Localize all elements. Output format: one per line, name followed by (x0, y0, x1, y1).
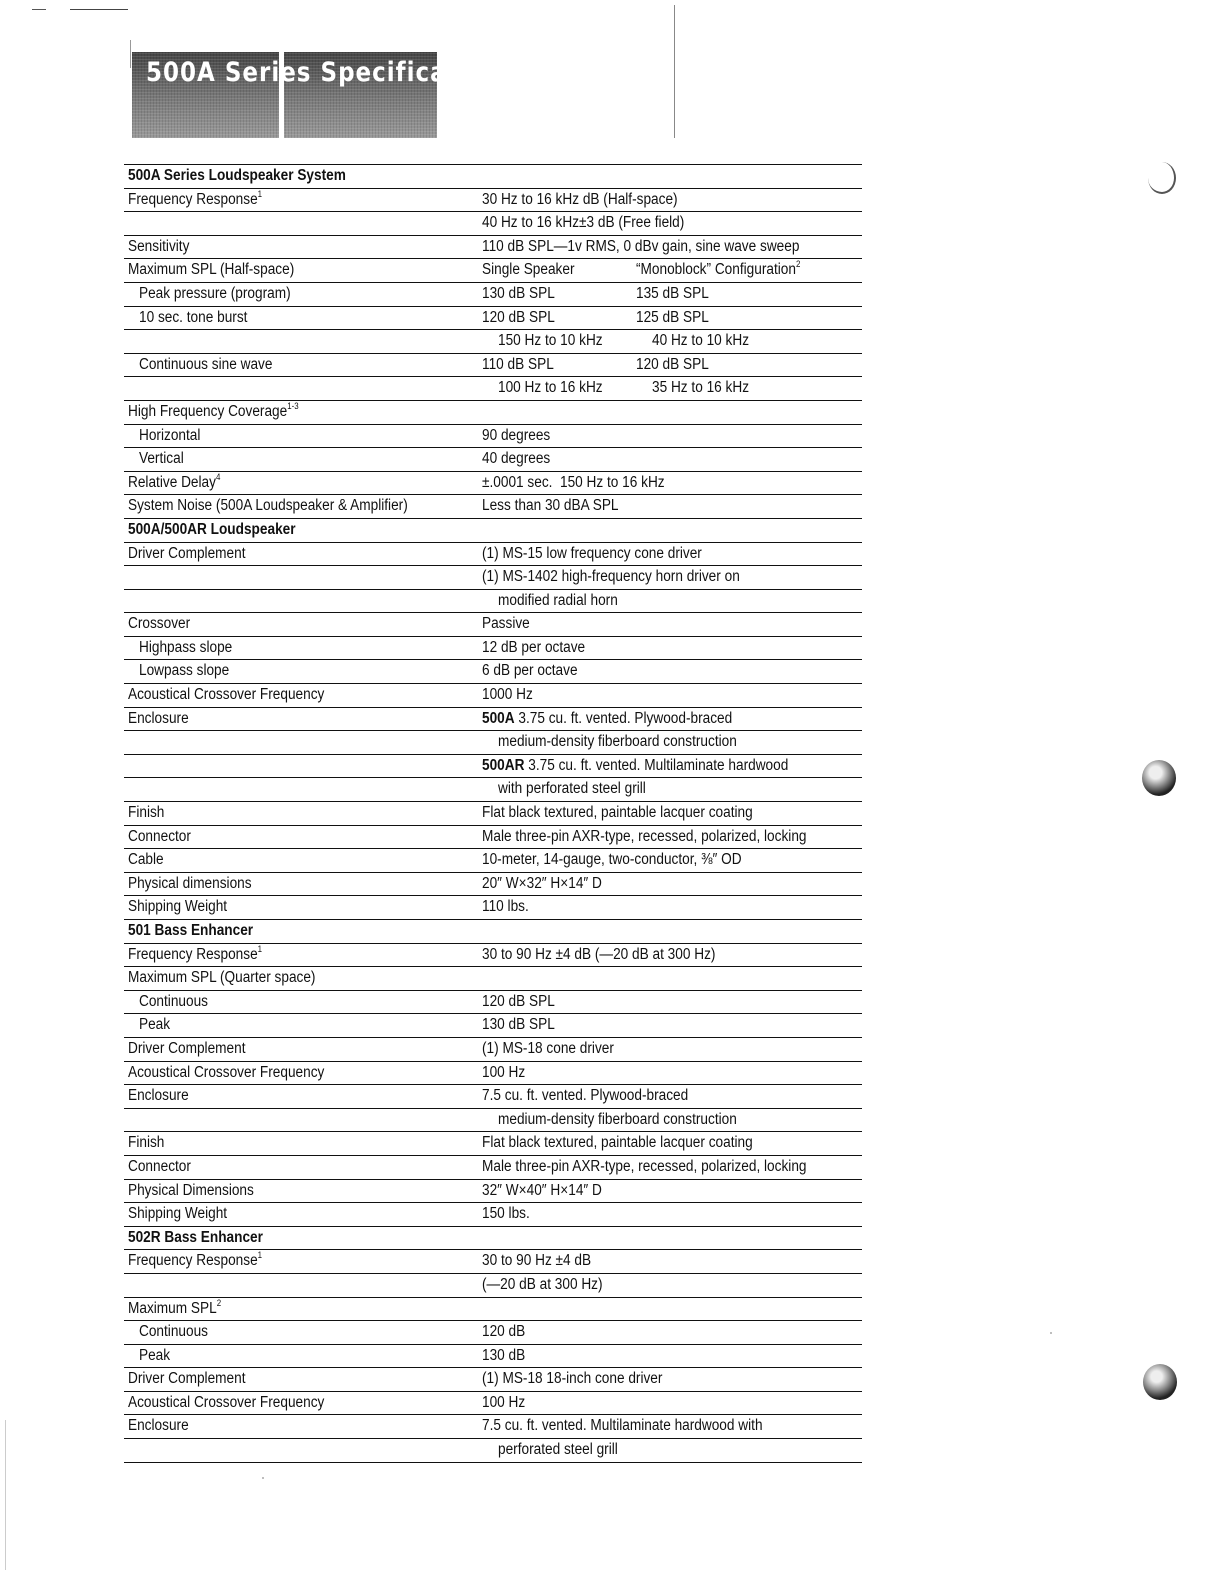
spec-label-text: Maximum SPL (Quarter space) (128, 969, 316, 987)
spec-value-text: Single Speaker (482, 261, 575, 279)
binder-hole (1143, 1364, 1177, 1400)
spec-value (482, 1180, 602, 1202)
table-row (124, 282, 862, 306)
spec-value-text: 32″ W×40″ H×14″ D (482, 1181, 602, 1199)
page-title-banner (132, 52, 517, 138)
spec-value (482, 826, 807, 848)
spec-label-text: Shipping Weight (128, 1205, 228, 1223)
spec-value (482, 1392, 525, 1414)
table-row (124, 1438, 862, 1463)
spec-value-text: medium-density fiberboard construction (498, 1110, 737, 1128)
spec-label (139, 1345, 170, 1367)
table-section-header (124, 919, 862, 943)
table-row (124, 589, 862, 613)
spec-value-text: 3.75 cu. ft. vented. Plywood-braced (514, 709, 733, 727)
spec-label-text: Physical dimensions (128, 874, 252, 892)
table-row (124, 966, 862, 990)
spec-value-text: 110 dB SPL—1v RMS, 0 dBv gain, sine wave sweep (482, 237, 800, 255)
spec-value (482, 1345, 525, 1367)
spec-label (128, 849, 164, 871)
spec-label (128, 1132, 164, 1154)
spec-label-text: Cable (128, 851, 164, 869)
table-row (124, 848, 862, 872)
spec-label (128, 189, 262, 211)
spec-value (482, 307, 555, 329)
table-row (124, 990, 862, 1014)
spec-value (482, 448, 550, 470)
spec-value-text: 120 dB (482, 1323, 526, 1341)
spec-label-text: Sensitivity (128, 237, 190, 255)
spec-label-text: Enclosure (128, 709, 189, 727)
table-row (124, 1414, 862, 1438)
spec-value (482, 566, 740, 588)
spec-label-text: Finish (128, 804, 165, 822)
spec-label (128, 1415, 189, 1437)
spec-value-text: Flat black textured, paintable lacquer coating (482, 1134, 753, 1152)
spec-label-text: Lowpass slope (139, 662, 230, 680)
spec-value-text: 130 dB SPL (482, 284, 555, 302)
spec-label (128, 613, 190, 635)
spec-value-text: 135 dB SPL (636, 284, 709, 302)
spec-value-text: modified radial horn (498, 591, 618, 609)
table-row (124, 353, 862, 377)
spec-value (482, 212, 684, 234)
spec-label-text: 500A Series Loudspeaker System (128, 167, 346, 184)
spec-value-text: 30 to 90 Hz ±4 dB (482, 1252, 592, 1270)
table-row (124, 542, 862, 566)
spec-value-text: 6 dB per octave (482, 662, 578, 680)
spec-label-text: Crossover (128, 615, 191, 633)
table-row (124, 1179, 862, 1203)
spec-label-text: Connector (128, 1157, 191, 1175)
page-edge-line (130, 40, 131, 68)
spec-value-text: 30 to 90 Hz ±4 dB (—20 dB at 300 Hz) (482, 945, 716, 963)
spec-value (498, 377, 603, 399)
spec-value (482, 425, 550, 447)
spec-label-text: Physical Dimensions (128, 1181, 254, 1199)
spec-value (482, 354, 554, 376)
spec-label-text: High Frequency Coverage (128, 402, 288, 420)
spec-value (482, 1038, 614, 1060)
spec-label (128, 472, 220, 494)
spec-label (128, 896, 227, 918)
spec-label-text: Frequency Response (128, 945, 258, 963)
table-row (124, 188, 862, 212)
page-edge-line (5, 1420, 6, 1570)
spec-label-text: Finish (128, 1134, 165, 1152)
spec-value-text: 1000 Hz (482, 686, 533, 704)
table-row (124, 707, 862, 731)
spec-label (139, 637, 232, 659)
table-section-header (124, 1226, 862, 1250)
spec-label (139, 307, 247, 329)
spec-label (139, 991, 208, 1013)
page-title: 500A Series Specifications (146, 58, 517, 88)
spec-label (128, 1038, 245, 1060)
spec-value-text: 3.75 cu. ft. vented. Multilaminate hardwood (524, 756, 789, 774)
spec-label (139, 354, 272, 376)
spec-value-secondary (636, 307, 709, 329)
spec-value-text: 10-meter, 14-gauge, two-conductor, ⅜″ OD (482, 851, 742, 869)
table-row (124, 777, 862, 801)
table-row (124, 1202, 862, 1226)
table-row (124, 1155, 862, 1179)
spec-value (482, 1156, 807, 1178)
spec-label-text: Continuous (139, 992, 209, 1010)
section-title (128, 1227, 263, 1249)
table-row (124, 1273, 862, 1297)
spec-value (482, 283, 555, 305)
spec-value (482, 1368, 662, 1390)
spec-label (128, 1392, 324, 1414)
spec-label (128, 1203, 227, 1225)
spec-value-text: Flat black textured, paintable lacquer coating (482, 804, 753, 822)
spec-value (498, 590, 618, 612)
table-row (124, 636, 862, 660)
spec-value-text: 130 dB SPL (482, 1016, 555, 1034)
spec-value-text: 125 dB SPL (636, 308, 709, 326)
table-row (124, 1297, 862, 1321)
spec-label-text: Frequency Response (128, 1252, 258, 1270)
spec-label (139, 425, 200, 447)
spec-label-text: Driver Complement (128, 544, 246, 562)
spec-label (128, 802, 164, 824)
table-row (124, 424, 862, 448)
spec-label (128, 1085, 189, 1107)
spec-label-text: 502R Bass Enhancer (128, 1228, 263, 1246)
spec-label (128, 236, 189, 258)
spec-value (482, 637, 585, 659)
spec-label (139, 283, 291, 305)
spec-value (498, 1109, 737, 1131)
spec-label (128, 1062, 324, 1084)
spec-value (482, 1085, 688, 1107)
spec-value-text: 35 Hz to 16 kHz (652, 379, 750, 397)
spec-value-text: Less than 30 dBA SPL (482, 497, 619, 515)
spec-label (128, 1180, 254, 1202)
page-divider-line (674, 5, 675, 138)
spec-value-text: 90 degrees (482, 426, 551, 444)
spec-label-text: Enclosure (128, 1087, 189, 1105)
spec-value-text: 100 Hz to 16 kHz (498, 379, 603, 397)
table-row (124, 235, 862, 259)
table-row (124, 1037, 862, 1061)
spec-label (128, 259, 294, 281)
table-section-header (124, 164, 862, 188)
spec-value-text: 7.5 cu. ft. vented. Multilaminate hardwood with (482, 1417, 763, 1435)
spec-label-text: Frequency Response (128, 190, 258, 208)
spec-value (498, 731, 737, 753)
footnote-marker: 1-3 (287, 400, 299, 411)
table-row (124, 730, 862, 754)
spec-value-text: 110 lbs. (482, 898, 529, 916)
spec-value-text: 12 dB per octave (482, 638, 586, 656)
scan-mark (70, 9, 128, 10)
table-section-header (124, 518, 862, 542)
spec-value (482, 849, 742, 871)
spec-value-secondary (652, 330, 749, 352)
spec-label-text: Driver Complement (128, 1039, 246, 1057)
spec-value-text: medium-density fiberboard construction (498, 733, 737, 751)
spec-value-text: 7.5 cu. ft. vented. Plywood-braced (482, 1087, 689, 1105)
table-row (124, 376, 862, 400)
spec-value (482, 944, 715, 966)
scan-mark (32, 9, 46, 10)
spec-label-text: 501 Bass Enhancer (128, 922, 254, 939)
spec-value-text: 20″ W×32″ H×14″ D (482, 874, 602, 892)
table-row (124, 1344, 862, 1368)
spec-label (139, 448, 184, 470)
spec-value (482, 991, 555, 1013)
spec-value (482, 896, 529, 918)
spec-value-text: 30 Hz to 16 kHz dB (Half-space) (482, 190, 678, 208)
spec-value (498, 778, 646, 800)
spec-label-text: 500A/500AR Loudspeaker (128, 520, 296, 538)
spec-value-text: 100 Hz (482, 1063, 526, 1081)
model-name: 500AR (482, 756, 525, 774)
spec-value-text: Male three-pin AXR-type, recessed, polarized, locking (482, 827, 807, 845)
spec-value-text: (1) MS-15 low frequency cone driver (482, 544, 702, 562)
spec-label (128, 1368, 245, 1390)
spec-label-text: Vertical (139, 450, 184, 468)
spec-value (482, 1203, 530, 1225)
table-row (124, 258, 862, 282)
spec-value-text: (1) MS-18 cone driver (482, 1039, 614, 1057)
spec-label (139, 660, 229, 682)
spec-value-text: Passive (482, 615, 530, 633)
spec-label (128, 1156, 191, 1178)
spec-value (482, 495, 619, 517)
spec-value (482, 613, 530, 635)
table-row (124, 895, 862, 919)
spec-label (128, 495, 408, 517)
spec-value-secondary (636, 354, 709, 376)
spec-label (128, 1298, 221, 1320)
spec-label (128, 543, 245, 565)
spec-label-text: System Noise (500A Loudspeaker & Amplifier) (128, 497, 408, 515)
spec-value (482, 755, 788, 777)
spec-label (128, 967, 315, 989)
spec-label-text: Peak (139, 1346, 171, 1364)
spec-value (482, 236, 799, 258)
spec-value (482, 543, 702, 565)
table-row (124, 1131, 862, 1155)
spec-value-text: 120 dB SPL (482, 992, 555, 1010)
spec-value-text: 40 Hz to 16 kHz±3 dB (Free field) (482, 214, 685, 232)
spec-label (128, 1250, 262, 1272)
table-row (124, 1391, 862, 1415)
spec-label-text: Peak (139, 1016, 171, 1034)
spec-label (128, 826, 191, 848)
table-row (124, 306, 862, 330)
spec-label-text: Driver Complement (128, 1370, 246, 1388)
scan-speck (1050, 1332, 1052, 1334)
spec-value-text: 120 dB SPL (482, 308, 555, 326)
spec-label (139, 1321, 208, 1343)
spec-value-secondary (652, 377, 749, 399)
table-row (124, 754, 862, 778)
spec-label (139, 1014, 170, 1036)
table-row (124, 471, 862, 495)
spec-value-text: 40 Hz to 10 kHz (652, 332, 750, 350)
spec-value-text: perforated steel grill (498, 1441, 618, 1459)
spec-label-text: Relative Delay (128, 473, 216, 491)
spec-value-text: 130 dB (482, 1346, 526, 1364)
footnote-marker: 1 (257, 943, 263, 954)
spec-value-text: (1) MS-18 18-inch cone driver (482, 1370, 663, 1388)
spec-label-text: Peak pressure (program) (139, 284, 291, 302)
scan-speck (262, 1477, 264, 1479)
spec-label-text: Enclosure (128, 1417, 189, 1435)
spec-value (482, 708, 732, 730)
binder-hole (1142, 760, 1176, 796)
spec-label (128, 401, 299, 423)
spec-label (128, 708, 189, 730)
section-title (128, 920, 253, 942)
model-name: 500A (482, 709, 515, 727)
table-row (124, 1320, 862, 1344)
spec-value (482, 660, 578, 682)
table-row (124, 683, 862, 707)
spec-label (128, 944, 262, 966)
spec-value-text: Male three-pin AXR-type, recessed, polarized, locking (482, 1157, 807, 1175)
table-row (124, 1061, 862, 1085)
specifications-table (124, 164, 862, 1463)
spec-value (482, 259, 575, 281)
spec-value (482, 189, 678, 211)
spec-label-text: Continuous (139, 1323, 209, 1341)
spec-value (482, 1062, 525, 1084)
footnote-marker: 1 (257, 1250, 263, 1261)
spec-label-text: Acoustical Crossover Frequency (128, 1393, 325, 1411)
spec-value (482, 1132, 753, 1154)
table-row (124, 400, 862, 424)
spec-value-text: (—20 dB at 300 Hz) (482, 1275, 603, 1293)
spec-value (482, 1274, 603, 1296)
table-row (124, 872, 862, 896)
spec-value (482, 1415, 763, 1437)
spec-value (482, 1250, 591, 1272)
spec-label (128, 873, 252, 895)
table-row (124, 612, 862, 636)
section-title (128, 519, 296, 541)
spec-label-text: Acoustical Crossover Frequency (128, 1063, 325, 1081)
table-row (124, 211, 862, 235)
table-row (124, 801, 862, 825)
spec-label-text: 10 sec. tone burst (139, 308, 248, 326)
spec-label-text: Shipping Weight (128, 898, 228, 916)
footnote-marker: 4 (215, 471, 221, 482)
footnote-marker: 2 (795, 259, 801, 270)
spec-label-text: Acoustical Crossover Frequency (128, 686, 325, 704)
spec-value-text: “Monoblock” Configuration (636, 261, 796, 279)
spec-value-text: 150 lbs. (482, 1205, 530, 1223)
spec-value (482, 472, 665, 494)
spec-label (128, 684, 324, 706)
table-row (124, 447, 862, 471)
spec-value-text: 100 Hz (482, 1393, 526, 1411)
table-row (124, 329, 862, 353)
spec-label-text: Highpass slope (139, 638, 233, 656)
spec-label-text: Maximum SPL (Half-space) (128, 261, 295, 279)
spec-value (482, 802, 753, 824)
table-row (124, 1249, 862, 1273)
table-row (124, 1013, 862, 1037)
table-row (124, 659, 862, 683)
spec-value-text: 110 dB SPL (482, 355, 554, 373)
section-title (128, 165, 346, 187)
spec-value (498, 1439, 618, 1461)
spec-value-text: 120 dB SPL (636, 355, 709, 373)
table-row (124, 565, 862, 589)
spec-value (482, 1321, 525, 1343)
table-row (124, 1084, 862, 1108)
spec-label-text: Connector (128, 827, 191, 845)
spec-label-text: Horizontal (139, 426, 201, 444)
footnote-marker: 1 (257, 188, 263, 199)
binder-hole (1148, 162, 1176, 194)
spec-label-text: Continuous sine wave (139, 355, 273, 373)
footnote-marker: 2 (216, 1297, 222, 1308)
spec-value (498, 330, 603, 352)
spec-value (482, 1014, 555, 1036)
spec-value-text: 150 Hz to 10 kHz (498, 332, 603, 350)
spec-label-text: Maximum SPL (128, 1299, 217, 1317)
spec-value-text: (1) MS-1402 high-frequency horn driver on (482, 568, 740, 586)
spec-value-secondary (636, 259, 800, 281)
spec-value (482, 873, 602, 895)
spec-value-text: ±.0001 sec. 150 Hz to 16 kHz (482, 473, 665, 491)
table-row (124, 494, 862, 518)
table-row (124, 1108, 862, 1132)
spec-value-secondary (636, 283, 709, 305)
table-row (124, 825, 862, 849)
table-row (124, 943, 862, 967)
table-row (124, 1367, 862, 1391)
spec-value-text: 40 degrees (482, 450, 551, 468)
spec-value (482, 684, 533, 706)
spec-value-text: with perforated steel grill (498, 780, 646, 798)
